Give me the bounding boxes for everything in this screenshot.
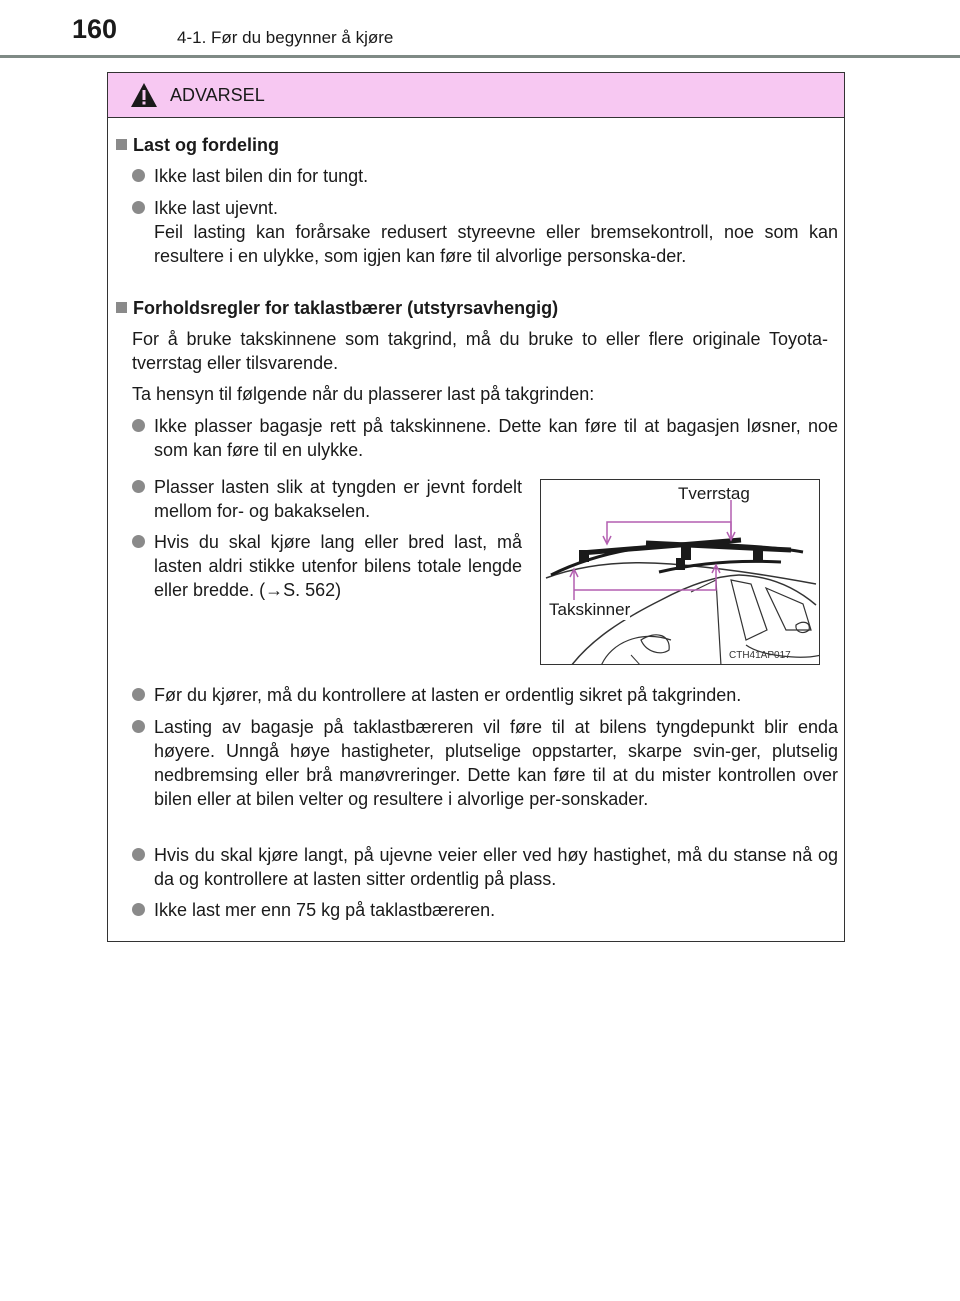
page-number: 160: [72, 14, 118, 44]
label-crossbar: Tverrstag: [678, 484, 750, 503]
section-title: 4-1. Før du begynner å kjøre: [177, 28, 394, 47]
bullet-dot-icon: [132, 201, 145, 214]
warning-triangle-icon: [130, 82, 158, 108]
warning-content: [108, 117, 844, 941]
bullet-dot-icon: [132, 535, 145, 548]
warning-title: ADVARSEL: [170, 85, 265, 105]
bullet-dot-icon: [132, 688, 145, 701]
list-item: Ikke last ujevnt. Feil lasting kan forårsake redusert styreevne eller bremsekontroll, noe som kan resultere i en ulykke, som igjen kan føre til alvorlige personska-der.: [132, 196, 838, 268]
bullet-dot-icon: [132, 480, 145, 493]
list-item: Ikke plasser bagasje rett på takskinnene. Dette kan føre til at bagasjen løsner, noe som kan føre til en ulykke.: [132, 414, 838, 462]
header-rule: [0, 55, 960, 58]
bullet-dot-icon: [132, 848, 145, 861]
list-item: Ikke last mer enn 75 kg på taklastbæreren.: [132, 898, 838, 922]
list-item: Før du kjører, må du kontrollere at lasten er ordentlig sikret på takgrinden.: [132, 683, 838, 707]
bullet-dot-icon: [132, 903, 145, 916]
label-roof-rails: Takskinner: [549, 600, 631, 619]
list-item: Plasser lasten slik at tyngden er jevnt fordelt mellom for- og bakakselen.: [132, 475, 522, 523]
section-heading-load: Last og fordeling: [116, 135, 279, 156]
bullet-dot-icon: [132, 720, 145, 733]
figure-code: CTH41AP017: [729, 650, 791, 661]
warning-header: [108, 73, 844, 118]
section-heading-roof-rack: Forholdsregler for taklastbærer (utstyrsavhengig): [116, 298, 558, 319]
list-item: Lasting av bagasje på taklastbæreren vil føre til at bilens tyngdepunkt blir enda høyere. Unngå høye hastigheter, plutselige oppstarter, skarpe svin-ger, plutselig nedbremsing eller brå manøvreringer. Dette kan føre til at du mister kontrollen over bilen eller at bilen velter og resultere i alvorlige per-sonskader.: [132, 715, 838, 811]
intro-paragraph: For å bruke takskinnene som takgrind, må du bruke to eller flere originale Toyota-tverrstag eller tilsvarende.: [132, 329, 828, 373]
page-reference[interactable]: S. 562): [283, 580, 342, 600]
intro-paragraph-2: Ta hensyn til følgende når du plasserer last på takgrinden:: [132, 384, 595, 404]
square-bullet-icon: [116, 302, 127, 313]
warning-box: [107, 72, 845, 942]
arrow-right-icon: →: [265, 580, 284, 600]
list-item: Hvis du skal kjøre lang eller bred last, må lasten aldri stikke utenfor bilens totale lengde eller bredde. (→S. 562): [132, 530, 522, 602]
roof-rack-figure: [540, 479, 820, 665]
bullet-dot-icon: [132, 169, 145, 182]
bullet-dot-icon: [132, 419, 145, 432]
list-item: Hvis du skal kjøre langt, på ujevne veier eller ved høy hastighet, må du stanse nå og da og kontrollere at lasten sitter ordentlig på plass.: [132, 843, 838, 891]
square-bullet-icon: [116, 139, 127, 150]
car-roof-illustration: [541, 480, 820, 665]
list-item: Ikke last bilen din for tungt.: [132, 164, 838, 188]
